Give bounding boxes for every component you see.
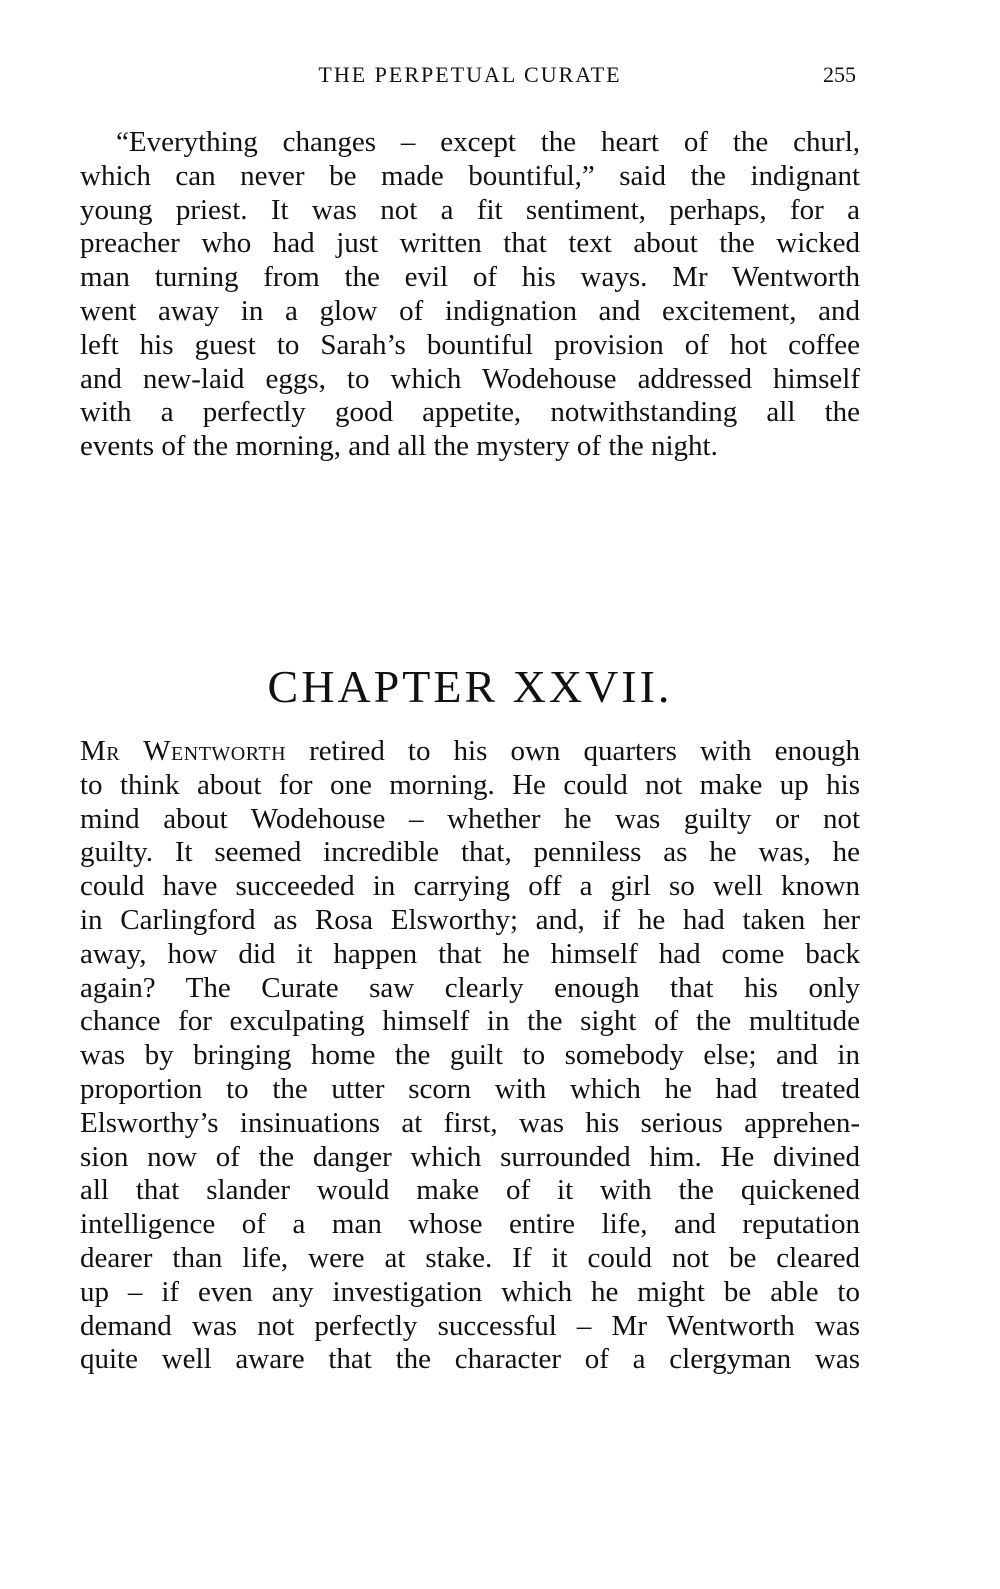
text-line: sion now of the danger which surrounded him. He divined bbox=[80, 1140, 860, 1173]
text-line: dearer than life, were at stake. If it could not be cleared bbox=[80, 1241, 860, 1274]
page-number: 255 bbox=[823, 62, 856, 87]
text-line: up – if even any investigation which he might be able to bbox=[80, 1275, 860, 1308]
paragraph-continuation bbox=[80, 126, 860, 464]
text-line bbox=[80, 735, 860, 769]
text-line: with a perfectly good appetite, notwithstanding all the bbox=[80, 396, 860, 429]
text-line: could have succeeded in carrying off a girl so well known bbox=[80, 870, 860, 903]
chapter-opening-paragraph bbox=[80, 735, 860, 1377]
text-line: events of the morning, and all the mystery of the night. bbox=[80, 430, 718, 463]
text-line: demand was not perfectly successful – Mr Wentworth was bbox=[80, 1309, 860, 1342]
text-line: mind about Wodehouse – whether he was guilty or not bbox=[80, 802, 860, 835]
text-line: which can never be made bountiful,” said the indignant bbox=[80, 159, 860, 192]
text-line: Elsworthy’s insinuations at first, was his serious apprehen- bbox=[80, 1106, 860, 1139]
text-line: and new-laid eggs, to which Wodehouse addressed himself bbox=[80, 362, 860, 395]
first-line-rest: retired to his own quarters with enough bbox=[286, 735, 860, 767]
text-line: was by bringing home the guilt to somebody else; and in bbox=[80, 1039, 860, 1072]
running-title: THE PERPETUAL CURATE bbox=[318, 62, 622, 87]
text-line: to think about for one morning. He could not make up his bbox=[80, 768, 860, 801]
text-line: preacher who had just written that text about the wicked bbox=[80, 227, 860, 260]
text-line: proportion to the utter scorn with which he had treated bbox=[80, 1072, 860, 1105]
text-line: quite well aware that the character of a clergyman was bbox=[80, 1343, 860, 1376]
text-line: left his guest to Sarah’s bountiful provision of hot coffee bbox=[80, 328, 860, 361]
running-head bbox=[80, 62, 860, 92]
text-line: all that slander would make of it with the quickened bbox=[80, 1174, 860, 1207]
text-line: away, how did it happen that he himself had come back bbox=[80, 937, 860, 970]
opening-smallcaps: Mr Wentworth bbox=[80, 735, 287, 767]
text-line: guilty. It seemed incredible that, penniless as he was, he bbox=[80, 836, 860, 869]
text-line: again? The Curate saw clearly enough that his only bbox=[80, 971, 860, 1004]
chapter-title: CHAPTER XXVII. bbox=[267, 661, 673, 712]
text-line: chance for exculpating himself in the sight of the multitude bbox=[80, 1005, 860, 1038]
text-line: went away in a glow of indignation and excitement, and bbox=[80, 294, 860, 327]
book-page bbox=[80, 0, 860, 1589]
text-line: in Carlingford as Rosa Elsworthy; and, if he had taken her bbox=[80, 903, 860, 936]
text-line: “Everything changes – except the heart of the churl, bbox=[116, 126, 860, 158]
text-line: intelligence of a man whose entire life, and reputation bbox=[80, 1208, 860, 1241]
text-line: man turning from the evil of his ways. Mr Wentworth bbox=[80, 261, 860, 294]
text-line: young priest. It was not a fit sentiment, perhaps, for a bbox=[80, 193, 860, 226]
